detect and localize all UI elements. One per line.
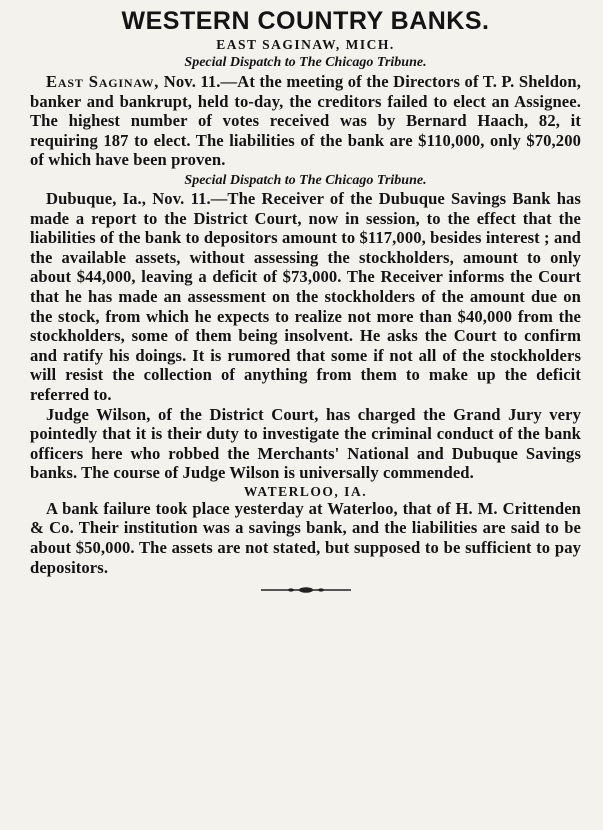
dateline-east-saginaw: EAST SAGINAW, MICH. xyxy=(216,37,395,52)
paragraph-east-saginaw-body: Nov. 11.—At the meeting of the Directors of T. P. Sheldon, banker and bankrupt, held to-day, the creditors failed to elect an Assignee. The highest number of votes received was by Bernard Haach, 82, it requiring 187 to elect. The liabilities of the bank are $110,000, only $70,200 of which have been proven. xyxy=(30,72,581,170)
paragraph-judge-wilson: Judge Wilson, of the District Court, has charged the Grand Jury very pointedly that it is their duty to investigate the criminal conduct of the bank officers here who robbed the Merchants' National and Dubuque Savings banks. The course of Judge Wilson is universally commended. xyxy=(30,404,581,483)
paragraph-waterloo: A bank failure took place yesterday at Waterloo, that of H. M. Crittenden & Co. Their institution was a savings bank, and the liabilities are said to be about $50,000. The assets are not stated, but supposed to be sufficient to pay depositors. xyxy=(30,498,581,577)
paragraph-dubuque: Dubuque, Ia., Nov. 11.—The Receiver of the Dubuque Savings Bank has made a report to the District Court, now in session, to the effect that the liabilities of the bank to depositors amount to $117,000, besides interest ; and the available assets, without assessing the stockholders, amount to only about $44,000, leaving a deficit of $73,000. The Receiver informs the Court that he has made an assessment on the stockholders of the amount due on the stock, from which he expects to realize not more than $40,000 from the stockholders, some of them being insolvent. He asks the Court to confirm and ratify his doings. It is rumored that some if not all of the stockholders will resist the collection of anything from them to make up the deficit referred to. xyxy=(30,188,581,404)
article-end-divider xyxy=(30,587,581,593)
dispatch-credit-2: Special Dispatch to The Chicago Tribune. xyxy=(184,172,427,188)
dispatch-credit-1: Special Dispatch to The Chicago Tribune. xyxy=(184,55,427,70)
dateline-waterloo: WATERLOO, IA. xyxy=(243,483,368,499)
paragraph-east-saginaw xyxy=(30,72,581,170)
headline: WESTERN COUNTRY BANKS. xyxy=(121,7,490,35)
ornamental-rule-icon xyxy=(261,587,351,593)
paragraph-lead-dateline: East Saginaw, xyxy=(46,72,160,91)
